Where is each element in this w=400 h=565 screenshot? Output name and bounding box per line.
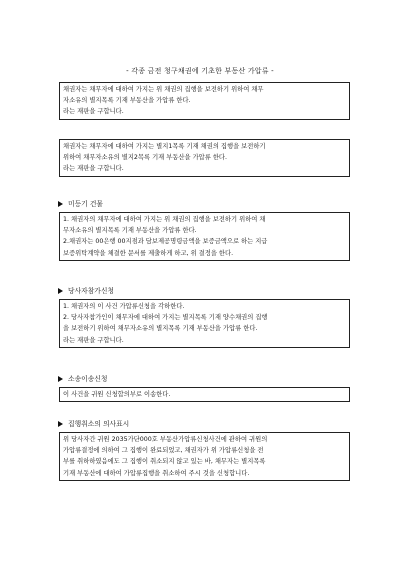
section-box-unregistered-building [59, 212, 350, 261]
petition-box-2 [59, 139, 350, 177]
section-heading-case-transfer [58, 373, 107, 383]
text-line: 자소유의 별지목록 기재 부동산을 가압류 한다. [63, 97, 191, 105]
text-line: 가압류결정에 의하여 그 집행이 완료되었고, 채권자가 위 가압류신청을 전 [63, 447, 264, 455]
text-line: 채권자는 채무자에 대하여 가지는 위 채권의 집행을 보전하기 위하여 채무 [63, 86, 264, 93]
text-line: 무자소유의 별지목록 기재 부동산을 가압류 한다. [63, 227, 197, 235]
section-box-party-intervention [59, 299, 350, 348]
section-heading-execution-cancellation [58, 418, 129, 428]
text-line: 위 당사자간 귀원 2035가단000호 부동산가압류신청사건에 관하여 귀원의 [63, 436, 268, 443]
text-line: 기재 부동산에 대하여 가압류집행을 취소하여 주시 것을 신청합니다. [63, 469, 250, 477]
text-line: 2.채권자는 00은행 00지점과 담보제공명령금액을 보증금액으로 하는 지급 [63, 238, 268, 246]
section-heading-party-intervention [58, 285, 114, 295]
text-line: 1. 채권자의 채무자에 대하여 가지는 위 채권의 집행을 보전하기 위하여 채 [63, 216, 266, 223]
triangle-bullet-icon [58, 376, 63, 382]
section-heading-label: 소송이송신청 [68, 375, 108, 383]
document-title: - 각종 금전 청구채권에 기초한 부동산 가압류 - [126, 67, 274, 75]
section-heading-label: 집행취소의 의사표시 [68, 420, 130, 428]
section-box-execution-cancellation [59, 432, 350, 481]
section-box-case-transfer [59, 387, 350, 402]
section-heading-label: 당사자참가신청 [68, 287, 114, 295]
text-line: 1. 채권자의 이 사건 가압류신청을 각하한다. [63, 303, 185, 310]
triangle-bullet-icon [58, 201, 63, 207]
triangle-bullet-icon [58, 288, 63, 294]
section-heading-unregistered-building [58, 198, 103, 208]
triangle-bullet-icon [58, 421, 63, 427]
petition-box-1 [59, 82, 350, 120]
text-line: 라는 재판을 구합니다. [63, 336, 124, 344]
text-line: 보증위탁계약을 체결한 문서를 제출하게 하고, 위 결정을 한다. [63, 249, 234, 257]
text-line: 라는 재판을 구합니다. [63, 108, 124, 116]
text-line: 채권자는 채무자에 대하여 가지는 별지1목록 기재 채권의 집행을 보전하기 [63, 143, 266, 150]
text-line: 이 사건을 귀원 신청합의부로 이송한다. [63, 391, 171, 398]
text-line: 부를 취하하였음에도 그 집행이 취소되지 않고 있는 바, 채무자는 별지목록 [63, 458, 266, 466]
text-line: 을 보전하기 위하여 채무자소유의 별지목록 기재 부동산을 가압류 한다. [63, 325, 258, 333]
section-heading-label: 미등기 건물 [68, 200, 103, 208]
text-line: 위하여 채무자소유의 별지2목록 기재 부동산을 가압류 한다. [63, 154, 228, 162]
text-line: 라는 재판을 구합니다. [63, 165, 124, 173]
text-line: 2. 당사자참가인이 채무자에 대하여 가지는 별지목록 기재 양수채권의 집행 [63, 314, 268, 322]
